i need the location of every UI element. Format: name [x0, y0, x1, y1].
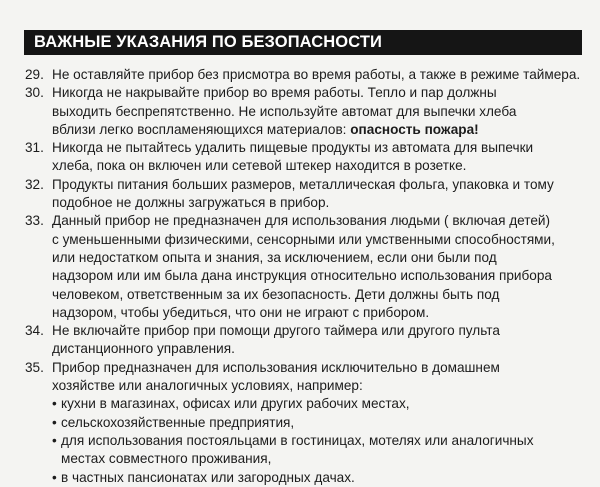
usage-examples-list: [52, 395, 585, 486]
text-line: хлеба, пока он включен или сетевой штекер находится в розетке.: [52, 158, 467, 174]
instruction-item-35: [25, 359, 585, 487]
item-text: [52, 359, 585, 487]
item-number: 31.: [25, 140, 44, 156]
list-item-text: [61, 432, 534, 469]
text-line: Продукты питания больших размеров, металлическая фольга, упаковка и тому: [52, 176, 554, 192]
text-line: выходить беспрепятственно. Не используйте автомат для выпечки хлеба: [52, 103, 517, 119]
text-line: хозяйстве или аналогичных условиях, например:: [52, 378, 363, 394]
item-number: 29.: [25, 67, 44, 82]
instruction-item-32: [25, 176, 585, 213]
list-item-text: [61, 469, 355, 487]
item-number: 33.: [25, 213, 44, 229]
text-line: человеком, ответственным за их безопасность. Дети должны быть под: [52, 286, 500, 302]
item-number: 35.: [25, 359, 44, 375]
text-line: надзором или им была дана инструкция относительно использования прибора: [52, 268, 552, 284]
text-line: [52, 121, 585, 139]
item-number: 30.: [25, 85, 44, 101]
item-text: [52, 139, 585, 176]
text-line: Не включайте прибор при помощи другого таймера или другого пульта: [52, 323, 500, 339]
instruction-item-29: [25, 66, 585, 84]
item-text: [52, 84, 585, 139]
text-line: с уменьшенными физическими, сенсорными или умственными способностями,: [52, 231, 555, 247]
instruction-item-30: [25, 84, 585, 139]
item-text: [52, 66, 585, 84]
text-line: дистанционного управления.: [52, 341, 235, 357]
item-text: [52, 176, 585, 213]
list-item: [52, 469, 585, 487]
text-line: для использования постояльцами в гостиницах, мотелях или аналогичных: [61, 432, 534, 448]
instruction-item-31: [25, 139, 585, 176]
item-text: [52, 322, 585, 359]
text-line: Не оставляйте прибор без присмотра во время работы, а также в режиме таймера.: [52, 67, 581, 82]
safety-instructions-list: [25, 66, 585, 487]
item-text: [52, 212, 585, 322]
text-line: подобное не должны загружаться в прибор.: [52, 195, 330, 211]
list-item-text: [61, 395, 410, 413]
list-item: [52, 432, 585, 469]
item-number: 34.: [25, 323, 44, 339]
bullet-icon: •: [52, 414, 57, 430]
list-item-text: [61, 414, 294, 432]
text-line: или недостатком опыта и знания, за исключением, если они были под: [52, 249, 497, 265]
text-line: сельскохозяйственные предприятия,: [61, 414, 295, 430]
bullet-icon: •: [52, 432, 57, 448]
text-line: местах совместного проживания,: [61, 451, 272, 467]
list-item: [52, 395, 585, 413]
text-line: кухни в магазинах, офисах или других рабочих местах,: [61, 396, 410, 412]
instruction-item-34: [25, 322, 585, 359]
bullet-icon: •: [52, 396, 57, 412]
text-line: в частных пансионатах или загородных дачах.: [61, 469, 355, 485]
text-line: надзором, чтобы убедиться, что они не играют с прибором.: [52, 304, 430, 320]
text-line: Никогда не накрывайте прибор во время работы. Тепло и пар должны: [52, 85, 497, 101]
text-line: Никогда не пытайтесь удалить пищевые продукты из автомата для выпечки: [52, 140, 534, 156]
text-fragment: вблизи легко воспламеняющихся материалов:: [52, 121, 351, 137]
text-line: Данный прибор не предназначен для использования людьми ( включая детей): [52, 213, 551, 229]
bullet-icon: •: [52, 469, 57, 485]
instruction-item-33: [25, 212, 585, 322]
text-line: Прибор предназначен для использования исключительно в домашнем: [52, 359, 500, 375]
section-header-bar: [24, 30, 582, 55]
list-item: [52, 414, 585, 432]
item-number: 32.: [25, 176, 44, 192]
fire-hazard-warning: опасность пожара!: [350, 121, 479, 137]
section-title: ВАЖНЫЕ УКАЗАНИЯ ПО БЕЗОПАСНОСТИ: [34, 33, 382, 52]
